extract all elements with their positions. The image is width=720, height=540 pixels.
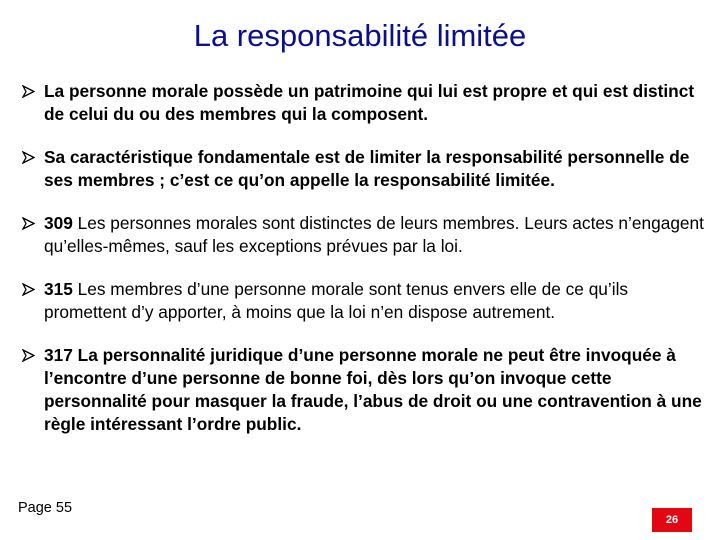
page-label: Page 55	[18, 500, 73, 516]
arrowhead-bullet-icon	[22, 212, 44, 258]
bullet-text: Les membres d’une personne morale sont tenus envers elle de ce qu’ils promettent d’y apporter, à moins que la loi n’en dispose autrement.	[44, 279, 629, 322]
article-number: 309	[44, 213, 73, 233]
bullet-list	[22, 80, 712, 456]
arrowhead-bullet-icon	[22, 278, 44, 324]
slide-number-badge: 26	[652, 508, 692, 532]
bullet-item	[22, 146, 712, 192]
bullet-item	[22, 278, 712, 324]
arrowhead-bullet-icon	[22, 344, 44, 436]
bullet-text-bold: La personne morale possède un patrimoine qui lui est propre et qui est distinct de celui du ou des membres qui la composent.	[44, 81, 695, 124]
bullet-text-bold: Sa caractéristique fondamentale est de limiter la responsabilité personnelle de ses membres ; c’est ce qu’on appelle la responsabilité limitée.	[44, 147, 690, 190]
bullet-item	[22, 212, 712, 258]
arrowhead-bullet-icon	[22, 146, 44, 192]
bullet-text: Les personnes morales sont distinctes de leurs membres. Leurs actes n’engagent qu’elles-mêmes, sauf les exceptions prévues par la loi.	[44, 213, 704, 256]
slide-title: La responsabilité limitée	[193, 18, 527, 53]
article-number: 315	[44, 279, 73, 299]
arrowhead-bullet-icon	[22, 80, 44, 126]
bullet-text-bold: 317 La personnalité juridique d’une personne morale ne peut être invoquée à l’encontre d’une personne de bonne foi, dès lors qu’on invoque cette personnalité pour masquer la fraude, l’abus de droit ou une contravention à une règle intéressant l’ordre public.	[44, 345, 702, 434]
bullet-item	[22, 344, 712, 436]
bullet-item	[22, 80, 712, 126]
